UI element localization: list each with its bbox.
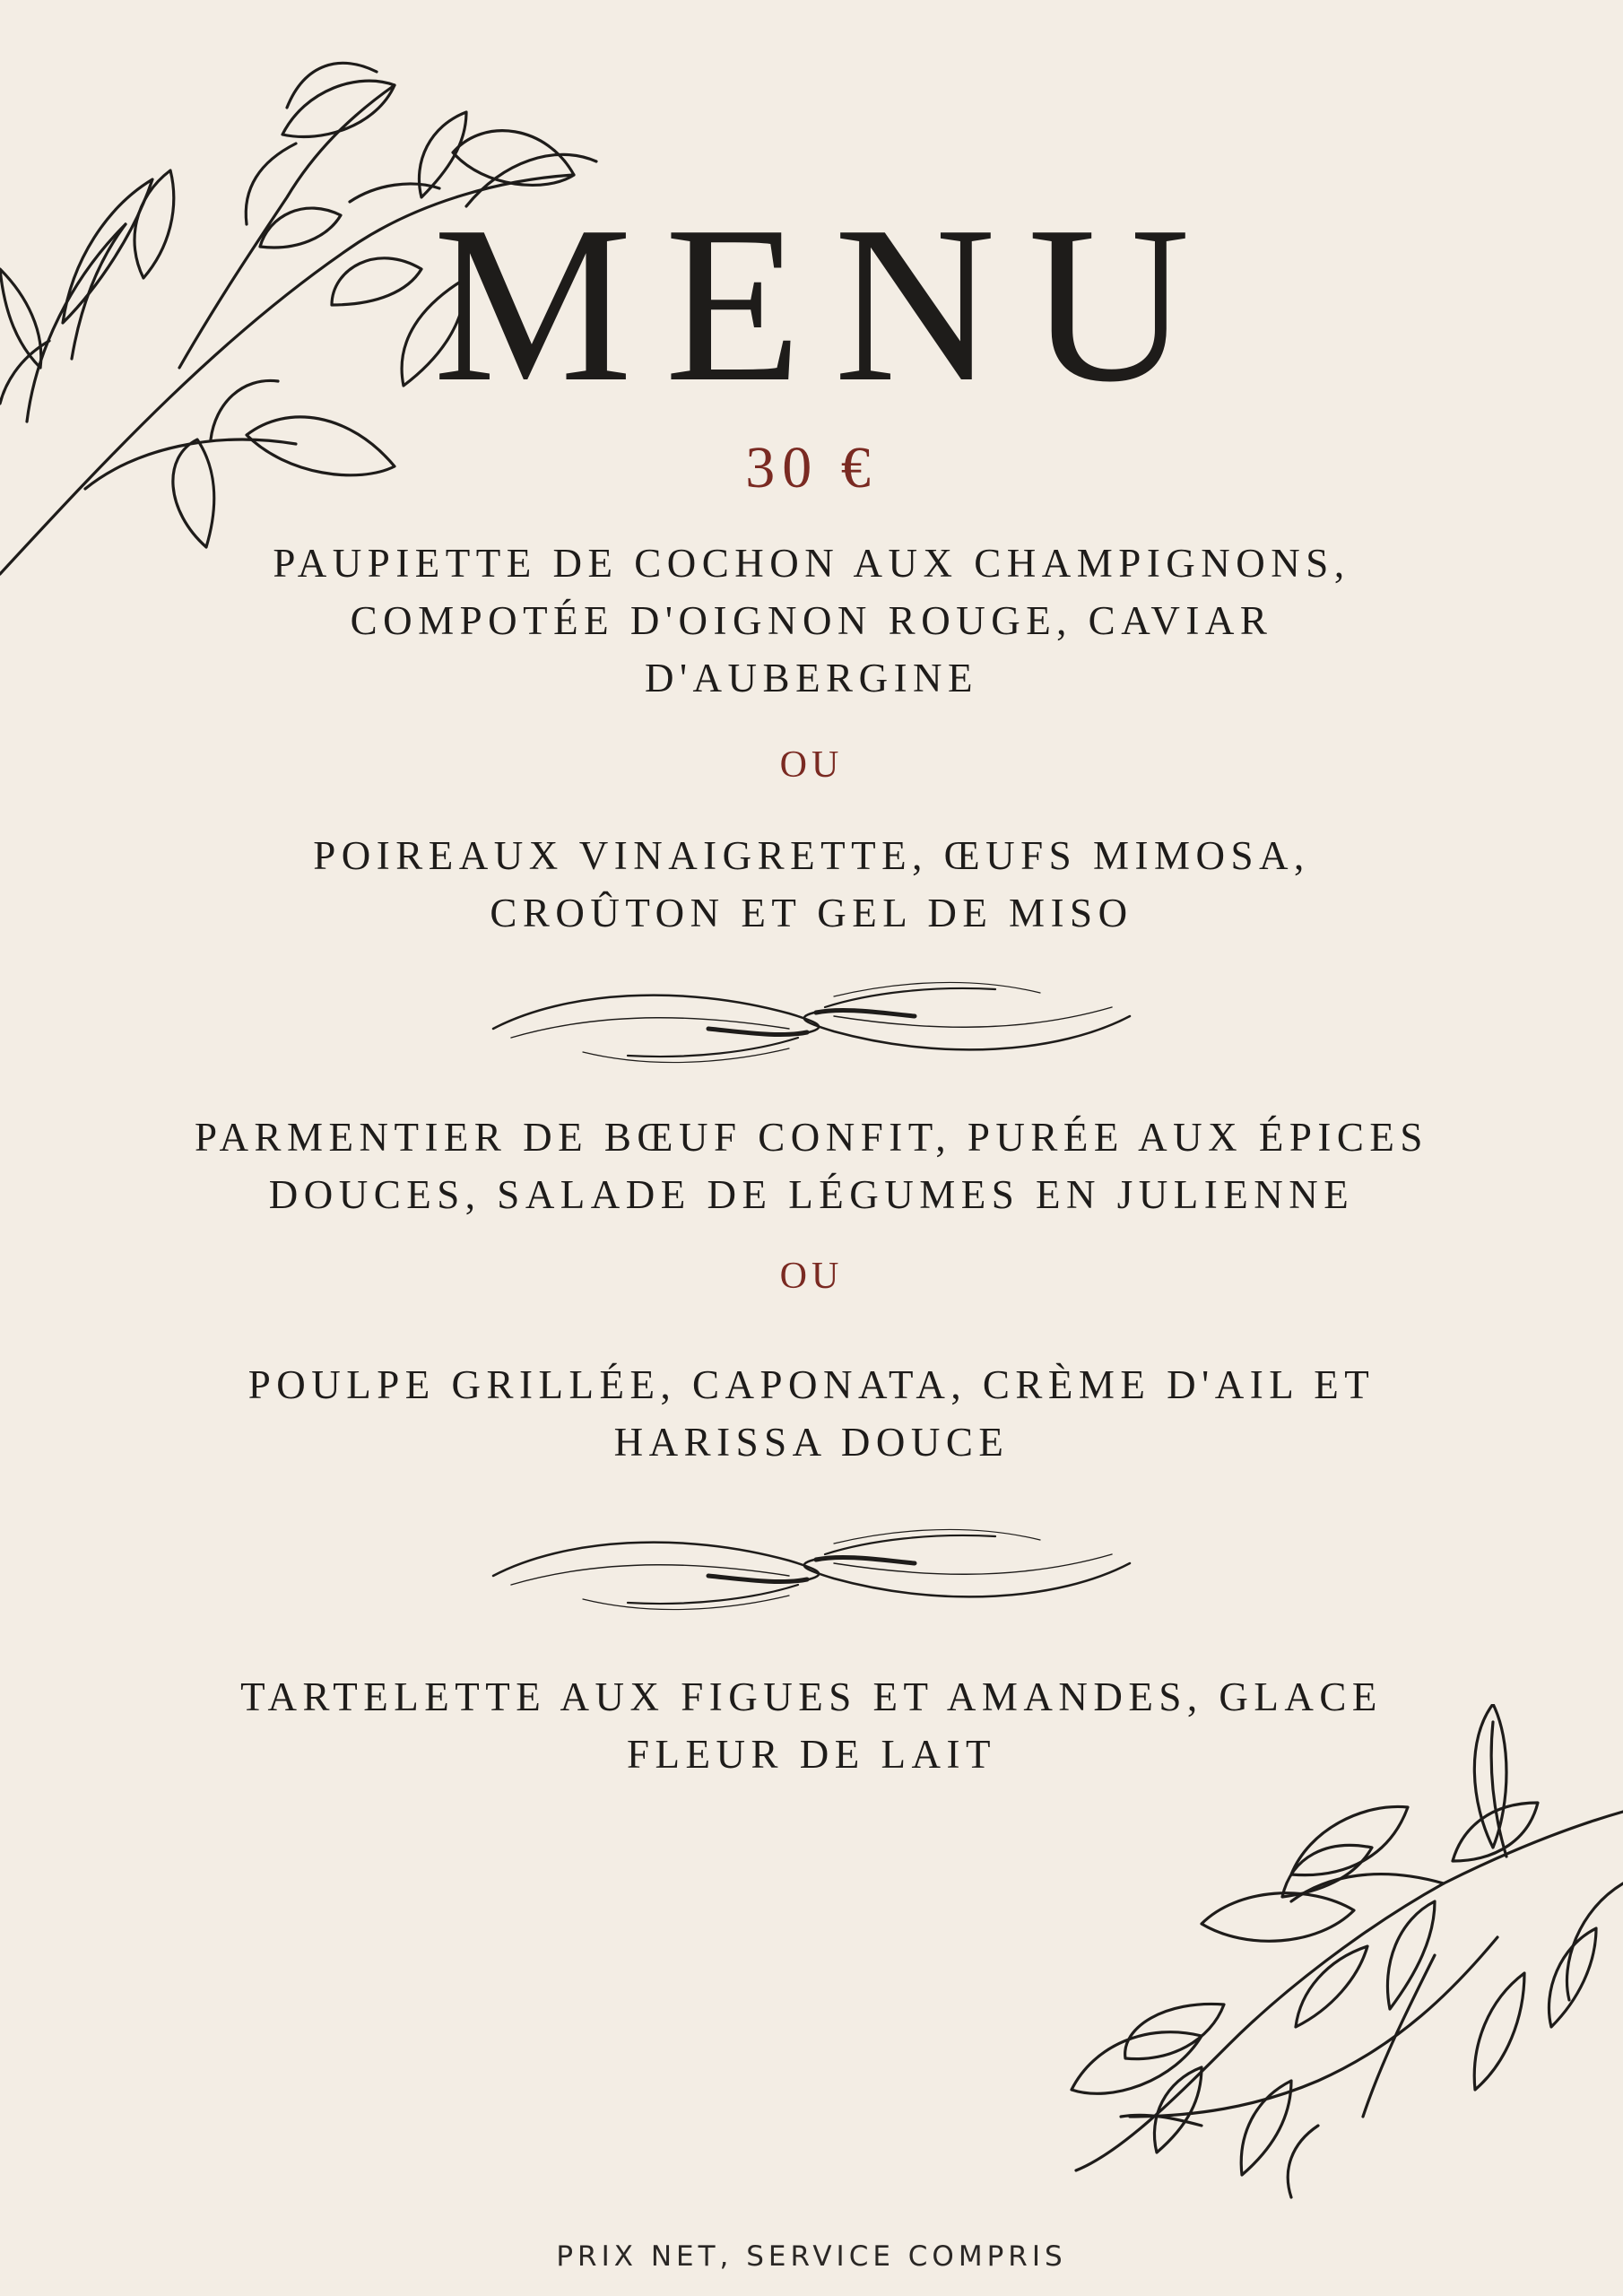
dish-line: DOUCES, SALADE DE LÉGUMES EN JULIENNE [268,1172,1355,1217]
dish-line: POULPE GRILLÉE, CAPONATA, CRÈME D'AIL ET [247,1362,1376,1407]
flourish-divider-icon [484,973,1139,1072]
dish-line: COMPOTÉE D'OIGNON ROUGE, CAVIAR [350,598,1273,643]
main-or-separator: OU [779,1256,844,1297]
main-option-a [0,1109,1623,1223]
dish-line: PAUPIETTE DE COCHON AUX CHAMPIGNONS, [273,541,1350,586]
starter-option-a [0,535,1623,707]
dish-line: D'AUBERGINE [644,656,979,700]
dish-line: FLEUR DE LAIT [627,1732,996,1777]
menu-price: 30 € [745,435,878,500]
dish-line: HARISSA DOUCE [613,1420,1010,1465]
dish-line: POIREAUX VINAIGRETTE, ŒUFS MIMOSA, [313,833,1310,878]
flourish-divider-icon [484,1520,1139,1619]
dish-line: TARTELETTE AUX FIGUES ET AMANDES, GLACE [240,1674,1383,1719]
menu-title: MENU [432,180,1223,429]
dish-line: CROÛTON ET GEL DE MISO [490,891,1133,935]
starter-or-separator: OU [779,744,844,786]
starter-option-b [0,827,1623,942]
dish-line: PARMENTIER DE BŒUF CONFIT, PURÉE AUX ÉPICES [195,1115,1428,1160]
footer-note: PRIX NET, SERVICE COMPRIS [556,2240,1067,2273]
main-option-b [0,1356,1623,1471]
leafy-branch-bottom-icon [1022,1704,1623,2206]
